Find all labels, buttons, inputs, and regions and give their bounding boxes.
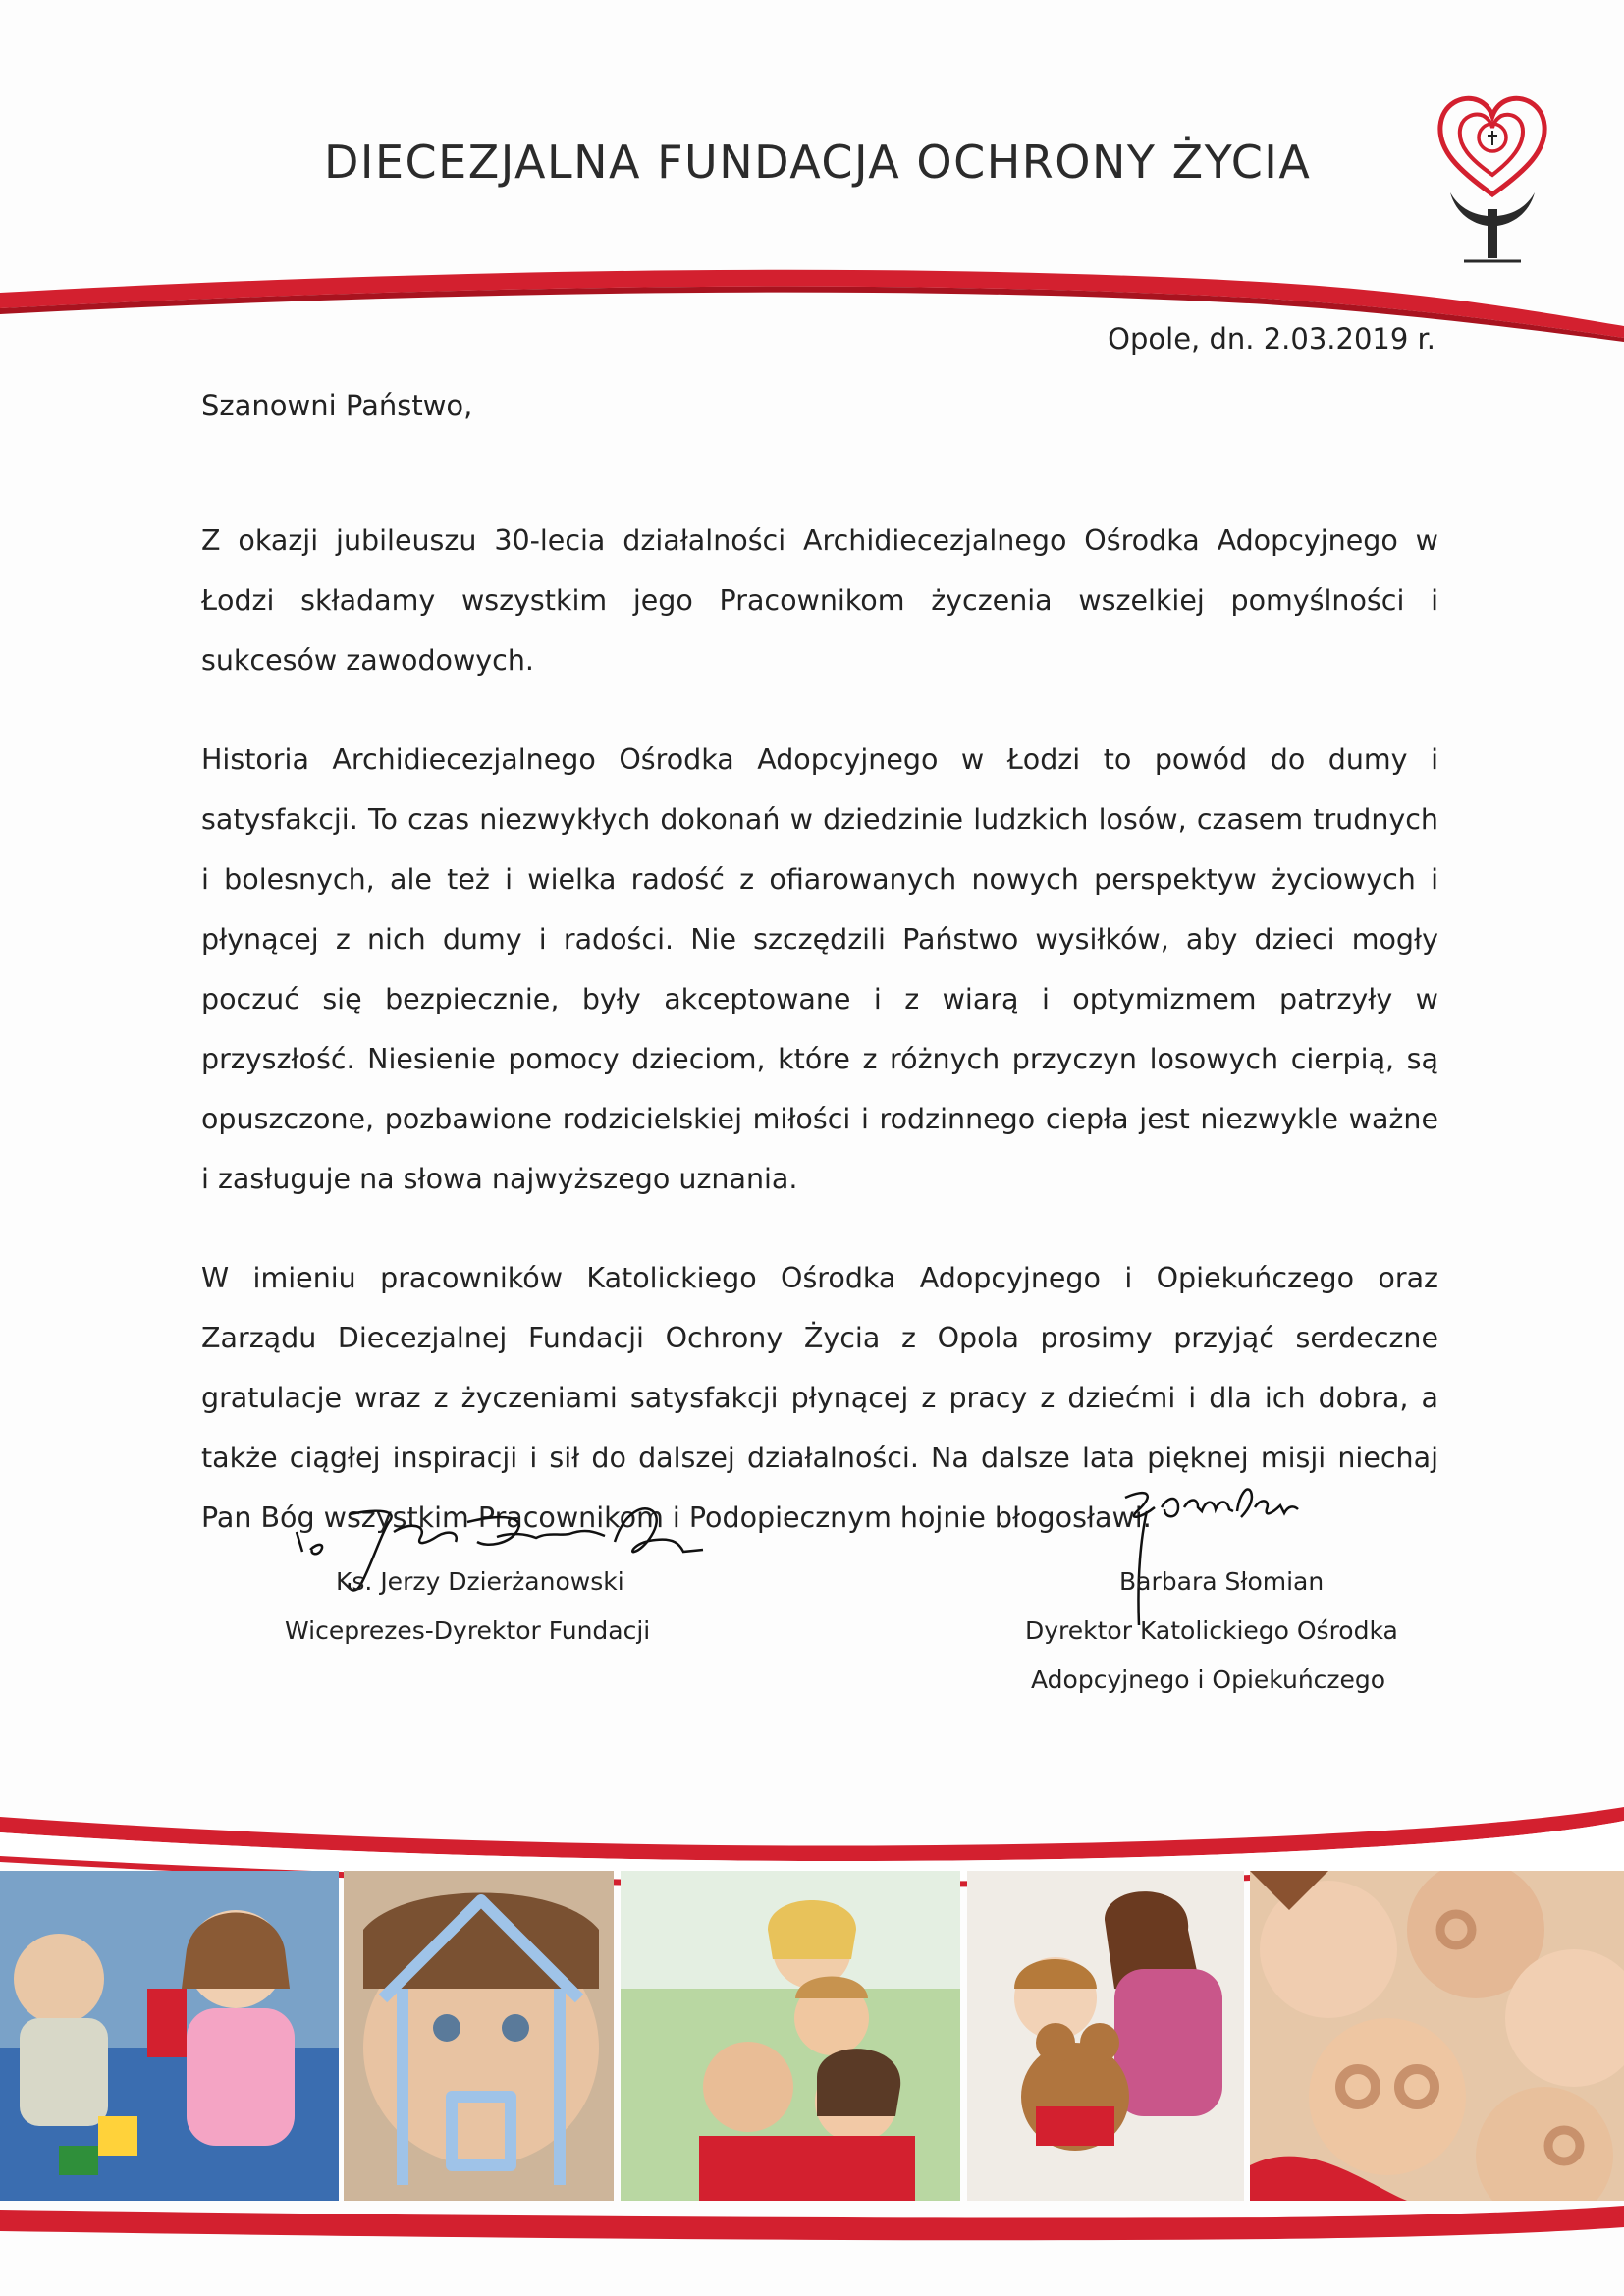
- paragraph-3: W imieniu pracowników Katolickiego Ośrodka Adopcyjnego i Opiekuńczego oraz Zarządu Diecezjalnej Fundacji Ochrony Życia z Opola prosimy przyjąć serdeczne gratulacje wraz z życzeniami satysfakcji płynącej z pracy z dziećmi i dla ich dobra, a także ciągłej inspiracji i sił do dalszej działalności. Na dalsze lata pięknej misji niechaj Pan Bóg wszystkim Pracownikom i Podopiecznym hojnie błogosławi.: [201, 1262, 1438, 1534]
- salutation: Szanowni Państwo,: [201, 389, 473, 422]
- signer-name-right: Barbara Słomian: [1119, 1567, 1325, 1596]
- photo-toddlers-playing: [0, 1871, 339, 2201]
- signer-title-left: Wiceprezes-Dyrektor Fundacji: [285, 1616, 651, 1645]
- letter-date: Opole, dn. 2.03.2019 r.: [1108, 322, 1435, 355]
- photo-girl-with-house-drawing: [344, 1871, 614, 2201]
- signer-name-left: Ks. Jerzy Dzierżanowski: [336, 1567, 624, 1596]
- signer-title-right-line-2: Adopcyjnego i Opiekuńczego: [1031, 1666, 1386, 1694]
- letter-body: [201, 511, 1438, 1587]
- paragraph-2: Historia Archidiecezjalnego Ośrodka Adopcyjnego w Łodzi to powód do dumy i satysfakcji. To czas niezwykłych dokonań w dziedzinie ludzkich losów, czasem trudnych i bolesnych, ale też i wielka radość z ofiarowanych nowych perspektyw życiowych i płynącej z nich dumy i radości. Nie szczędzili Państwo wysiłków, aby dzieci mogły poczuć się bezpiecznie, były akceptowane i z wiarą i optymizmem patrzyły w przyszłość. Niesienie pomocy dzieciom, które z różnych przyczyn losowych cierpią, są opuszczone, pozbawione rodzicielskiej miłości i rodzinnego ciepła jest niezwykle ważne i zasługuje na słowa najwyższego uznania.: [201, 743, 1438, 1195]
- photo-kids-hand-glasses: [1250, 1871, 1624, 2201]
- photo-happy-family: [621, 1871, 960, 2201]
- heart-hands-logo-icon: [1429, 77, 1556, 273]
- signer-title-right-line-1: Dyrektor Katolickiego Ośrodka: [1025, 1616, 1398, 1645]
- paragraph-1: Z okazji jubileuszu 30-lecia działalności Archidiecezjalnego Ośrodka Adopcyjnego w Łodzi składamy wszystkim jego Pracownikom życzenia wszelkiej pomyślności i sukcesów zawodowych.: [201, 524, 1438, 677]
- photo-child-with-teddy-bear: [967, 1871, 1244, 2201]
- organization-title: DIECEZJALNA FUNDACJA OCHRONY ŻYCIA: [324, 136, 1312, 189]
